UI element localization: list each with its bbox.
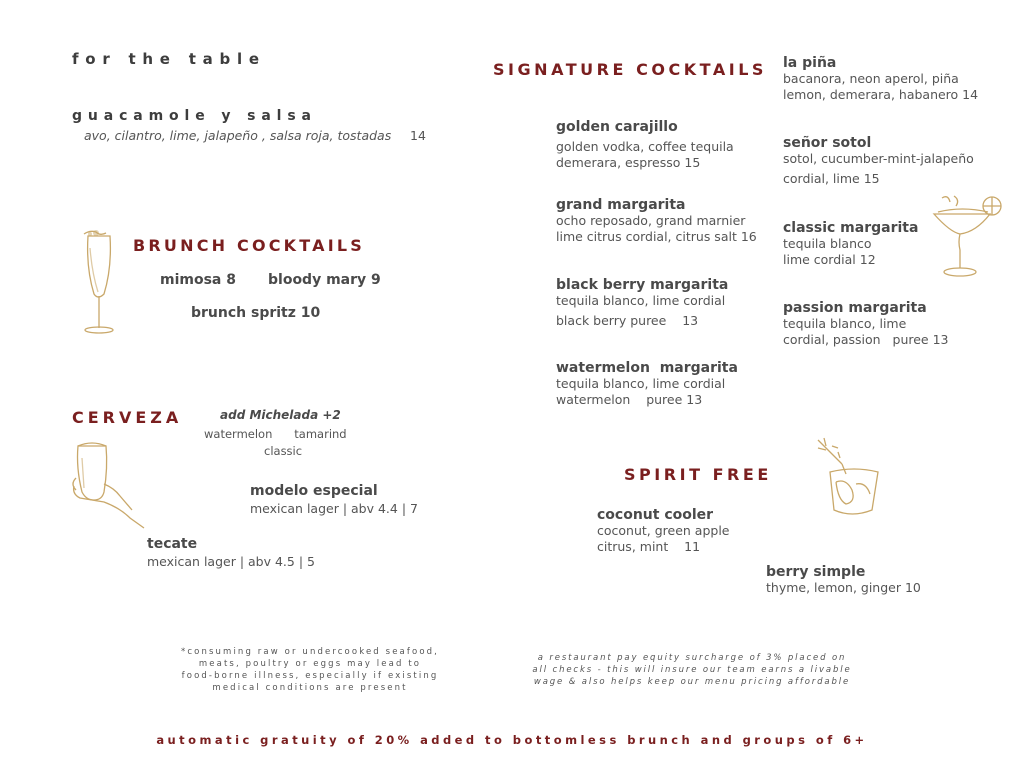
brunch-heading: BRUNCH COCKTAILS bbox=[133, 236, 366, 255]
mimosa-item: mimosa 8 bbox=[160, 272, 236, 288]
black-berry-margarita bbox=[556, 277, 776, 329]
item-desc: coconut, green apple bbox=[597, 523, 730, 538]
beer-glass-hand-icon bbox=[70, 438, 150, 533]
michelada-options-line1: watermelon tamarind bbox=[204, 427, 347, 441]
gratuity-notice: automatic gratuity of 20% added to bottomless brunch and groups of 6+ bbox=[156, 733, 868, 747]
item-name: grand margarita bbox=[556, 197, 686, 213]
watermelon-margarita bbox=[556, 360, 776, 408]
item-name: watermelon margarita bbox=[556, 360, 738, 376]
notice-line: wage & also helps keep our menu pricing affordable bbox=[533, 677, 851, 687]
item-desc: lemon, demerara, habanero 14 bbox=[783, 87, 979, 102]
guacamole-price: 14 bbox=[410, 128, 426, 143]
pay-equity-notice bbox=[492, 652, 892, 688]
item-desc: tequila blanco, lime cordial bbox=[556, 376, 726, 391]
item-desc: tequila blanco, lime bbox=[783, 316, 907, 331]
passion-margarita bbox=[783, 300, 1003, 348]
item-desc: cordial, passion puree 13 bbox=[783, 332, 949, 347]
golden-carajillo bbox=[556, 119, 776, 171]
champagne-flute-icon bbox=[70, 228, 130, 338]
item-desc: citrus, mint 11 bbox=[597, 539, 701, 554]
modelo-name: modelo especial bbox=[250, 483, 378, 499]
item-name: señor sotol bbox=[783, 135, 872, 151]
berry-simple bbox=[766, 564, 986, 596]
item-desc: black berry puree 13 bbox=[556, 313, 699, 328]
notice-line: a restaurant pay equity surcharge of 3% placed on bbox=[537, 653, 847, 663]
item-desc: watermelon puree 13 bbox=[556, 392, 703, 407]
guacamole-desc: avo, cilantro, lime, jalapeño , salsa roja, tostadas bbox=[84, 128, 392, 143]
spirit-free-heading: SPIRIT FREE bbox=[624, 465, 772, 484]
item-desc: lime citrus cordial, citrus salt 16 bbox=[556, 229, 757, 244]
grand-margarita bbox=[556, 197, 776, 245]
item-desc: cordial, lime 15 bbox=[783, 171, 880, 186]
item-name: golden carajillo bbox=[556, 119, 678, 135]
senor-sotol bbox=[783, 135, 1003, 187]
raw-food-notice bbox=[150, 646, 470, 694]
item-desc: lime cordial 12 bbox=[783, 252, 876, 267]
item-desc: tequila blanco bbox=[783, 236, 872, 251]
tecate-desc: mexican lager | abv 4.5 | 5 bbox=[147, 554, 315, 569]
rocks-glass-herb-icon bbox=[812, 434, 892, 522]
item-desc: thyme, lemon, ginger 10 bbox=[766, 580, 921, 595]
item-name: coconut cooler bbox=[597, 507, 714, 523]
margarita-glass-icon bbox=[930, 192, 1004, 282]
la-pina bbox=[783, 55, 1003, 103]
tecate-name: tecate bbox=[147, 536, 198, 552]
notice-line: food-borne illness, especially if existing bbox=[181, 671, 439, 681]
bloody-mary-item: bloody mary 9 bbox=[268, 272, 381, 288]
item-name: berry simple bbox=[766, 564, 866, 580]
modelo-desc: mexican lager | abv 4.4 | 7 bbox=[250, 501, 418, 516]
notice-line: all checks - this will insure our team earns a livable bbox=[532, 665, 852, 675]
item-desc: tequila blanco, lime cordial bbox=[556, 293, 726, 308]
classic-margarita bbox=[783, 220, 933, 268]
item-desc: golden vodka, coffee tequila bbox=[556, 139, 734, 154]
item-name: passion margarita bbox=[783, 300, 927, 316]
brunch-spritz-item: brunch spritz 10 bbox=[191, 305, 321, 321]
item-desc: demerara, espresso 15 bbox=[556, 155, 701, 170]
item-desc: sotol, cucumber-mint-jalapeño bbox=[783, 151, 974, 166]
item-desc: ocho reposado, grand marnier bbox=[556, 213, 746, 228]
item-name: classic margarita bbox=[783, 220, 919, 236]
for-the-table-heading: for the table bbox=[72, 50, 266, 68]
notice-line: medical conditions are present bbox=[212, 683, 408, 693]
cerveza-heading: CERVEZA bbox=[72, 408, 183, 427]
notice-line: meats, poultry or eggs may lead to bbox=[198, 659, 422, 669]
coconut-cooler bbox=[597, 507, 797, 555]
guacamole-name: guacamole y salsa bbox=[72, 108, 317, 124]
michelada-addon: add Michelada +2 bbox=[220, 408, 341, 422]
michelada-options-line2: classic bbox=[264, 444, 303, 458]
notice-line: *consuming raw or undercooked seafood, bbox=[180, 647, 440, 657]
item-name: black berry margarita bbox=[556, 277, 729, 293]
item-name: la piña bbox=[783, 55, 837, 71]
signature-heading: SIGNATURE COCKTAILS bbox=[493, 60, 767, 79]
item-desc: bacanora, neon aperol, piña bbox=[783, 71, 959, 86]
